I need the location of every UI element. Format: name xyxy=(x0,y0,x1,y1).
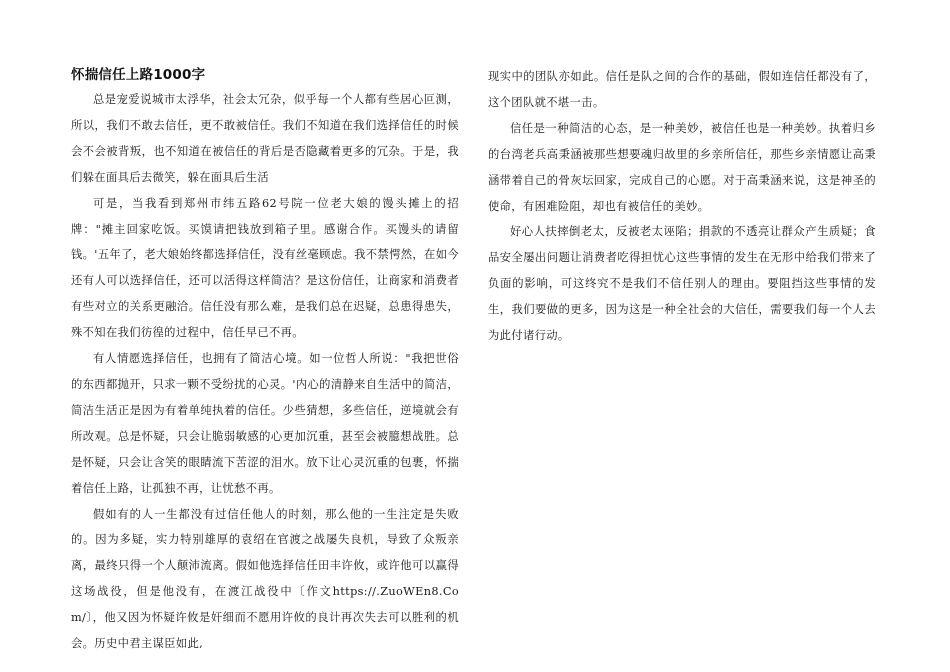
left-column xyxy=(71,64,459,657)
right-column xyxy=(488,64,876,349)
paragraph-continuation: 现实中的团队亦如此。信任是队之间的合作的基础，假如连信任都没有了，这个团队就不堪一击。 xyxy=(488,70,876,109)
paragraph: 有人情愿选择信任，也拥有了简洁心境。如一位哲人所说："我把世俗的东西都抛开，只求一颗不受纷扰的心灵。'内心的清静来自生活中的简洁，简洁生活正是因为有着单纯执着的信任。少些猜想，多些信任，逆境就会有所改观。总是怀疑，只会让脆弱敏感的心更加沉重，甚至会被臆想战胜。总是怀疑，只会让含笑的眼睛流下苦涩的泪水。放下让心灵沉重的包裹，怀揣着信任上路，让孤独不再，让忧愁不再。 xyxy=(71,352,459,495)
paragraph: 信任是一种简洁的心态，是一种美妙，被信任也是一种美妙。执着归乡的台湾老兵高秉涵被那些想要魂归故里的乡亲所信任，那些乡亲情愿让高秉涵带着自己的骨灰坛回家，完成自己的心愿。对于高秉涵来说，这是神圣的使命，有困难险阻，却也有被信任的美妙。 xyxy=(488,121,876,213)
paragraph: 总是宠爱说城市太浮华，社会太冗杂，似乎每一个人都有些居心叵测，所以，我们不敢去信任，更不敢被信任。我们不知道在我们选择信任的时候会不会被背叛，也不知道在被信任的背后是否隐藏着更多的冗杂。于是，我们躲在面具后去微笑，躲在面具后生活 xyxy=(71,93,459,184)
document-title: 怀揣信任上路1000字 xyxy=(71,67,206,83)
paragraph: 可是，当我看到郑州市纬五路62号院一位老大娘的馒头摊上的招牌："摊主回家吃饭。买馍请把钱放到箱子里。感谢合作。买馒头的请留钱。'五年了，老大娘始终都选择信任，没有丝毫顾虑。我不禁愕然，在如今还有人可以选择信任，还可以活得这样简洁？是这份信任，让商家和消费者有些对立的关系更融洽。信任没有那么难，是我们总在迟疑，总患得患失，殊不知在我们彷徨的过程中，信任早已不再。 xyxy=(71,196,459,340)
paragraph: 假如有的人一生都没有过信任他人的时刻，那么他的一生注定是失败的。因为多疑，实力特别雄厚的袁绍在官渡之战屡失良机，导致了众叛亲离，最终只得一个人颠沛流离。假如他选择信任田丰许攸，或许他可以赢得这场战役，但是他没有，在渡江战役中〔作文https://.ZuoWEn8.Com/〕，他又因为怀疑许攸是奸细而不愿用许攸的良计再次失去可以胜利的机会。历史中君主谋臣如此, xyxy=(71,507,459,651)
paragraph: 好心人扶摔倒老太，反被老太诬陷；捐款的不透亮让群众产生质疑；食品安全屡出问题让消费者吃得担忧心这些事情的发生在无形中给我们带来了负面的影响，可这终究不是我们不信任别人的理由。要阻挡这些事情的发生，我们要做的更多，因为这是一种全社会的大信任，需要我们每一个人去为此付诸行动。 xyxy=(488,225,876,343)
